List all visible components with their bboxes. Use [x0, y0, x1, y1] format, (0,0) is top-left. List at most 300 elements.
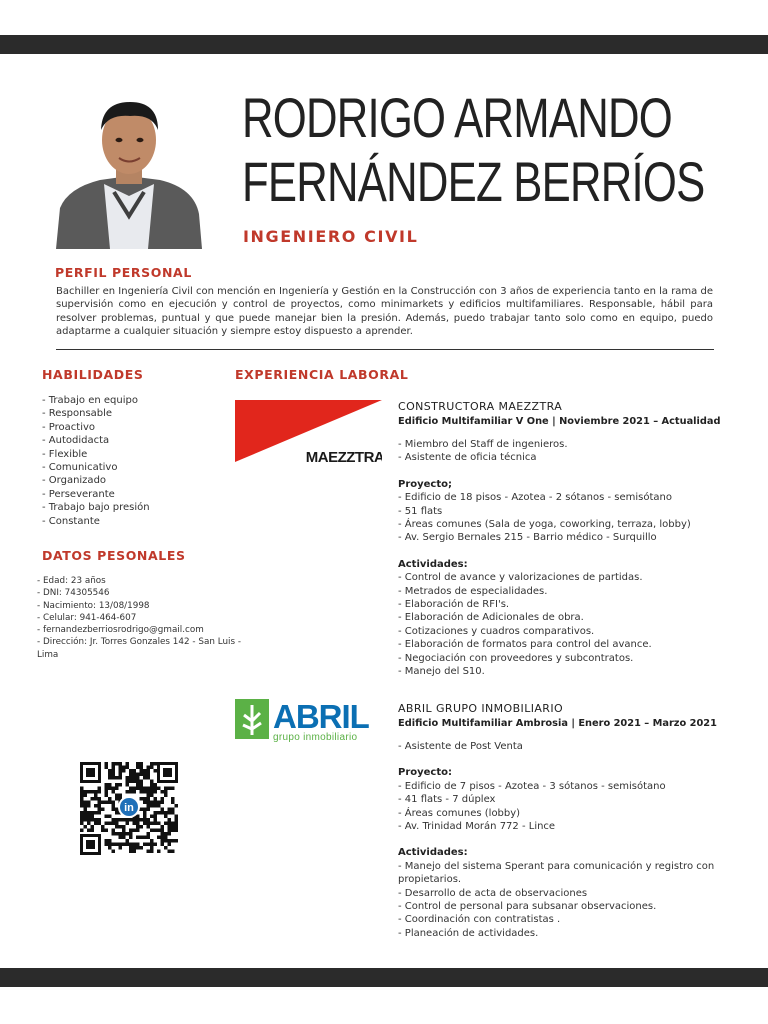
qr-module — [112, 822, 116, 826]
qr-module — [105, 801, 109, 805]
qr-module — [168, 839, 172, 843]
qr-module — [122, 766, 126, 770]
qr-module — [157, 836, 161, 840]
qr-module — [136, 776, 140, 780]
qr-finder-top-left — [80, 762, 101, 783]
qr-module — [147, 818, 151, 822]
qr-module — [140, 766, 144, 770]
project-item: - Av. Trinidad Morán 772 - Lince — [398, 821, 556, 833]
qr-module — [105, 766, 109, 770]
qr-module — [161, 790, 165, 794]
qr-module — [129, 780, 133, 784]
qr-module — [108, 801, 112, 805]
qr-module — [175, 818, 179, 822]
qr-module — [140, 769, 144, 773]
qr-module — [115, 797, 119, 801]
qr-module — [112, 818, 116, 822]
qr-module — [150, 801, 154, 805]
activity-item: - Control de personal para subsanar observaciones. — [398, 901, 657, 913]
qr-module — [147, 843, 151, 847]
profile-text: Bachiller en Ingeniería Civil con mención en Ingeniería y Gestión en la Construcción con 3 años de experiencia tanto en la rama de supervisión como en ejecución y control de proyectos, como minimarkets y edificios multifamiliares. Responsable, hábil para resolver problemas, puntual y que puede manejar bien la presión. Además, puedo trabajar tanto solo como en equipo, puedo adaptarme a cualquier situación y siempre estoy dispuesto a aprender. — [56, 286, 713, 338]
qr-module — [108, 776, 112, 780]
profile-photo — [56, 96, 202, 249]
qr-module — [115, 787, 119, 791]
qr-module — [115, 808, 119, 812]
activity-item: - Elaboración de formatos para control del avance. — [398, 639, 652, 651]
qr-module — [105, 794, 109, 798]
qr-module — [91, 815, 95, 819]
qr-module — [147, 822, 151, 826]
qr-module — [143, 769, 147, 773]
qr-module — [87, 811, 91, 815]
qr-module — [119, 794, 123, 798]
qr-module — [154, 797, 158, 801]
qr-module — [112, 804, 116, 808]
qr-module — [164, 836, 168, 840]
qr-module — [175, 804, 179, 808]
qr-module — [150, 846, 154, 850]
qr-module — [108, 787, 112, 791]
maezztra-logo — [235, 400, 382, 472]
qr-module — [129, 773, 133, 777]
qr-module — [175, 829, 179, 833]
qr-module — [136, 825, 140, 829]
qr-module — [136, 829, 140, 833]
qr-module — [112, 843, 116, 847]
qr-module — [164, 787, 168, 791]
qr-module — [84, 825, 88, 829]
qr-module — [87, 801, 91, 805]
qr-module — [164, 839, 168, 843]
abril-logo-subtext: grupo inmobiliario — [273, 732, 358, 743]
qr-module — [147, 808, 151, 812]
qr-module — [119, 776, 123, 780]
qr-module — [133, 776, 137, 780]
qr-module — [87, 804, 91, 808]
qr-module — [115, 825, 119, 829]
qr-module — [108, 846, 112, 850]
qr-module — [94, 811, 98, 815]
qr-module — [129, 818, 133, 822]
qr-module — [150, 783, 154, 787]
qr-module — [147, 776, 151, 780]
qr-module — [157, 804, 161, 808]
qr-module — [105, 787, 109, 791]
qr-module — [161, 839, 165, 843]
qr-module — [140, 797, 144, 801]
company-name: CONSTRUCTORA MAEZZTRA — [398, 400, 563, 413]
qr-module — [161, 843, 165, 847]
qr-module — [154, 762, 158, 766]
qr-module — [108, 797, 112, 801]
qr-module — [119, 762, 123, 766]
activities-label: Actividades: — [398, 847, 468, 859]
qr-module — [112, 850, 116, 854]
qr-module — [119, 836, 123, 840]
qr-module — [140, 773, 144, 777]
qr-module — [98, 787, 102, 791]
qr-module — [154, 804, 158, 808]
qr-module — [140, 836, 144, 840]
qr-module — [133, 773, 137, 777]
qr-finder-bottom-left — [80, 834, 101, 855]
qr-module — [84, 808, 88, 812]
project-item: - Edificio de 18 pisos - Azotea - 2 sótanos - semisótano — [398, 492, 672, 504]
qr-module — [119, 818, 123, 822]
qr-module — [122, 818, 126, 822]
qr-module — [105, 790, 109, 794]
list-item: - Trabajo en equipo — [42, 395, 138, 406]
name-line-2: FERNÁNDEZ BERRÍOS — [242, 150, 705, 213]
qr-module — [164, 815, 168, 819]
qr-module — [164, 794, 168, 798]
qr-module — [115, 822, 119, 826]
qr-module — [136, 843, 140, 847]
qr-module — [129, 846, 133, 850]
qr-module — [94, 797, 98, 801]
project-item: - 51 flats — [398, 505, 443, 517]
activity-item: - Manejo del sistema Sperant para comunicación y registro con propietarios. — [398, 860, 715, 886]
role-item: - Miembro del Staff de ingenieros. — [398, 439, 568, 450]
qr-module — [80, 787, 84, 791]
qr-module — [101, 829, 105, 833]
qr-module — [126, 762, 130, 766]
qr-module — [105, 762, 109, 766]
abril-logo — [235, 695, 383, 743]
qr-module — [136, 846, 140, 850]
qr-module — [150, 843, 154, 847]
qr-module — [119, 769, 123, 773]
qr-module — [129, 829, 133, 833]
qr-module — [157, 787, 161, 791]
qr-module — [175, 815, 179, 819]
qr-module — [168, 811, 172, 815]
top-bar — [0, 35, 768, 54]
qr-module — [143, 815, 147, 819]
qr-module — [112, 832, 116, 836]
qr-module — [87, 818, 91, 822]
qr-module — [133, 769, 137, 773]
qr-module — [147, 797, 151, 801]
qr-module — [133, 846, 137, 850]
qr-module — [136, 815, 140, 819]
qr-module — [168, 832, 172, 836]
qr-module — [98, 811, 102, 815]
list-item: - Perseverante — [42, 488, 115, 500]
qr-module — [147, 769, 151, 773]
full-name — [242, 86, 705, 214]
qr-module — [119, 846, 123, 850]
qr-module — [171, 787, 175, 791]
qr-module — [154, 790, 158, 794]
qr-module — [94, 818, 98, 822]
qr-module — [150, 815, 154, 819]
qr-module — [136, 822, 140, 826]
qr-module — [108, 769, 112, 773]
qr-module — [171, 808, 175, 812]
qr-module — [164, 822, 168, 826]
qr-module — [108, 783, 112, 787]
skills-heading: HABILIDADES — [42, 367, 144, 382]
qr-module — [147, 787, 151, 791]
qr-module — [108, 815, 112, 819]
qr-module — [122, 832, 126, 836]
qr-module — [91, 790, 95, 794]
qr-module — [164, 790, 168, 794]
activity-item: - Control de avance y valorizaciones de partidas. — [398, 572, 643, 584]
qr-module — [150, 766, 154, 770]
qr-module — [154, 811, 158, 815]
qr-module — [147, 836, 151, 840]
activity-item: - Elaboración de Adicionales de obra. — [398, 612, 584, 624]
role-item: - Asistente de Post Venta — [398, 741, 523, 752]
qr-module — [161, 832, 165, 836]
qr-module — [126, 832, 130, 836]
qr-module — [147, 773, 151, 777]
project-item: - Áreas comunes (lobby) — [398, 807, 521, 819]
qr-module — [126, 843, 130, 847]
qr-module — [119, 825, 123, 829]
qr-module — [91, 797, 95, 801]
qr-module — [98, 804, 102, 808]
qr-module — [84, 804, 88, 808]
qr-module — [87, 822, 91, 826]
qr-module — [164, 811, 168, 815]
activity-item: - Cotizaciones y cuadros comparativos. — [398, 625, 595, 637]
qr-module — [136, 836, 140, 840]
list-item: - Organizado — [42, 475, 107, 487]
qr-module — [143, 797, 147, 801]
qr-module — [171, 797, 175, 801]
qr-module — [112, 829, 116, 833]
job-subtitle: Edificio Multifamiliar V One | Noviembre 2021 – Actualidad — [398, 416, 721, 427]
qr-module — [94, 790, 98, 794]
qr-module — [129, 769, 133, 773]
qr-module — [171, 825, 175, 829]
qr-module — [84, 818, 88, 822]
activity-item: - Manejo del S10. — [398, 666, 485, 678]
name-line-1: RODRIGO ARMANDO — [242, 86, 672, 149]
qr-module — [136, 762, 140, 766]
qr-module — [136, 766, 140, 770]
qr-module — [94, 822, 98, 826]
qr-module — [129, 790, 133, 794]
qr-module — [87, 790, 91, 794]
qr-module — [147, 794, 151, 798]
qr-module — [140, 762, 144, 766]
qr-module — [115, 832, 119, 836]
qr-module — [129, 850, 133, 854]
qr-module — [133, 790, 137, 794]
skills-list — [42, 394, 150, 528]
qr-module — [80, 829, 84, 833]
qr-module — [126, 822, 130, 826]
qr-module — [168, 818, 172, 822]
qr-module — [150, 790, 154, 794]
qr-module — [108, 773, 112, 777]
list-item: - Responsable — [42, 408, 113, 420]
list-item: - Autodidacta — [42, 435, 110, 447]
qr-module — [150, 794, 154, 798]
qr-module — [112, 762, 116, 766]
qr-module — [171, 850, 175, 854]
qr-module — [98, 801, 102, 805]
job-maezztra — [398, 400, 738, 679]
qr-module — [112, 769, 116, 773]
qr-module — [147, 825, 151, 829]
project-label: Proyecto: — [398, 767, 453, 779]
email-text: - fernandezberriosrodrigo@gmail.com — [37, 625, 204, 636]
qr-module — [80, 815, 84, 819]
qr-module — [87, 815, 91, 819]
qr-module — [161, 797, 165, 801]
activity-item: - Metrados de especialidades. — [398, 585, 548, 597]
qr-module — [161, 811, 165, 815]
qr-module — [168, 850, 172, 854]
qr-module — [133, 787, 137, 791]
qr-module — [150, 804, 154, 808]
qr-module — [105, 815, 109, 819]
qr-module — [136, 787, 140, 791]
abril-logo-text: ABRIL — [273, 698, 369, 735]
qr-module — [115, 843, 119, 847]
qr-module — [136, 783, 140, 787]
qr-module — [154, 843, 158, 847]
qr-module — [150, 850, 154, 854]
qr-module — [112, 773, 116, 777]
qr-module — [101, 808, 105, 812]
qr-module — [143, 787, 147, 791]
qr-module — [147, 766, 151, 770]
qr-module — [161, 808, 165, 812]
qr-module — [140, 846, 144, 850]
qr-module — [129, 843, 133, 847]
activity-item: - Elaboración de RFI's. — [398, 599, 510, 611]
qr-module — [122, 829, 126, 833]
qr-module — [108, 822, 112, 826]
qr-module — [140, 790, 144, 794]
qr-module — [143, 843, 147, 847]
list-item: - Constante — [42, 515, 100, 527]
qr-module — [140, 780, 144, 784]
qr-module — [175, 839, 179, 843]
qr-module — [171, 839, 175, 843]
qr-module — [171, 829, 175, 833]
list-item: - Nacimiento: 13/08/1998 — [37, 600, 150, 611]
qr-module — [80, 801, 84, 805]
qr-module — [150, 822, 154, 826]
qr-module — [126, 790, 130, 794]
qr-module — [140, 787, 144, 791]
linkedin-qr-code[interactable] — [80, 762, 178, 855]
qr-module — [133, 829, 137, 833]
qr-module — [80, 804, 84, 808]
qr-module — [147, 790, 151, 794]
project-label: Proyecto; — [398, 478, 453, 490]
qr-module — [87, 829, 91, 833]
list-item: - Comunicativo — [42, 462, 118, 474]
qr-module — [126, 818, 130, 822]
qr-module — [143, 811, 147, 815]
bottom-bar — [0, 968, 768, 987]
qr-module — [122, 836, 126, 840]
qr-module — [112, 801, 116, 805]
list-item: - Flexible — [42, 448, 88, 460]
qr-module — [80, 811, 84, 815]
qr-module — [150, 780, 154, 784]
qr-module — [154, 818, 158, 822]
list-item: - Celular: 941-464-607 — [37, 612, 137, 623]
qr-module — [115, 794, 119, 798]
qr-module — [115, 818, 119, 822]
qr-module — [154, 787, 158, 791]
project-item: - Edificio de 7 pisos - Azotea - 3 sótanos - semisótano — [398, 780, 666, 792]
qr-module — [140, 783, 144, 787]
qr-module — [91, 829, 95, 833]
role-item: - Asistente de oficia técnica — [398, 452, 537, 464]
qr-module — [122, 769, 126, 773]
qr-module — [84, 815, 88, 819]
qr-module — [161, 836, 165, 840]
qr-module — [168, 829, 172, 833]
qr-module — [94, 804, 98, 808]
qr-module — [129, 787, 133, 791]
job-abril — [398, 702, 738, 940]
qr-module — [119, 832, 123, 836]
list-item: - Dirección: Jr. Torres Gonzales 142 - San Luis - Lima — [37, 637, 242, 660]
qr-module — [119, 783, 123, 787]
qr-module — [140, 818, 144, 822]
qr-module — [84, 801, 88, 805]
qr-module — [157, 850, 161, 854]
project-item: - Av. Sergio Bernales 215 - Barrio médico - Surquillo — [398, 532, 657, 544]
qr-module — [91, 818, 95, 822]
qr-module — [140, 825, 144, 829]
personal-data-list — [37, 575, 247, 661]
company-name: ABRIL GRUPO INMOBILIARIO — [398, 702, 564, 715]
qr-module — [108, 843, 112, 847]
qr-module — [80, 790, 84, 794]
qr-module — [112, 776, 116, 780]
qr-module — [115, 783, 119, 787]
qr-module — [129, 832, 133, 836]
qr-module — [133, 780, 137, 784]
qr-module — [101, 801, 105, 805]
qr-module — [98, 818, 102, 822]
maezztra-logo-text: MAEZZTRA — [305, 449, 382, 466]
list-item: - Trabajo bajo presión — [42, 502, 150, 514]
qr-module — [168, 787, 172, 791]
qr-module — [143, 776, 147, 780]
qr-module — [101, 825, 105, 829]
qr-module — [129, 776, 133, 780]
qr-module — [98, 790, 102, 794]
qr-module — [161, 829, 165, 833]
qr-module — [94, 794, 98, 798]
qr-module — [105, 843, 109, 847]
qr-module — [112, 790, 116, 794]
qr-module — [147, 832, 151, 836]
qr-module — [150, 762, 154, 766]
qr-module — [147, 801, 151, 805]
activity-item: - Planeación de actividades. — [398, 927, 539, 939]
qr-module — [80, 822, 84, 826]
qr-module — [171, 801, 175, 805]
qr-module — [143, 801, 147, 805]
qr-module — [136, 818, 140, 822]
qr-module — [98, 822, 102, 826]
qr-module — [112, 808, 116, 812]
